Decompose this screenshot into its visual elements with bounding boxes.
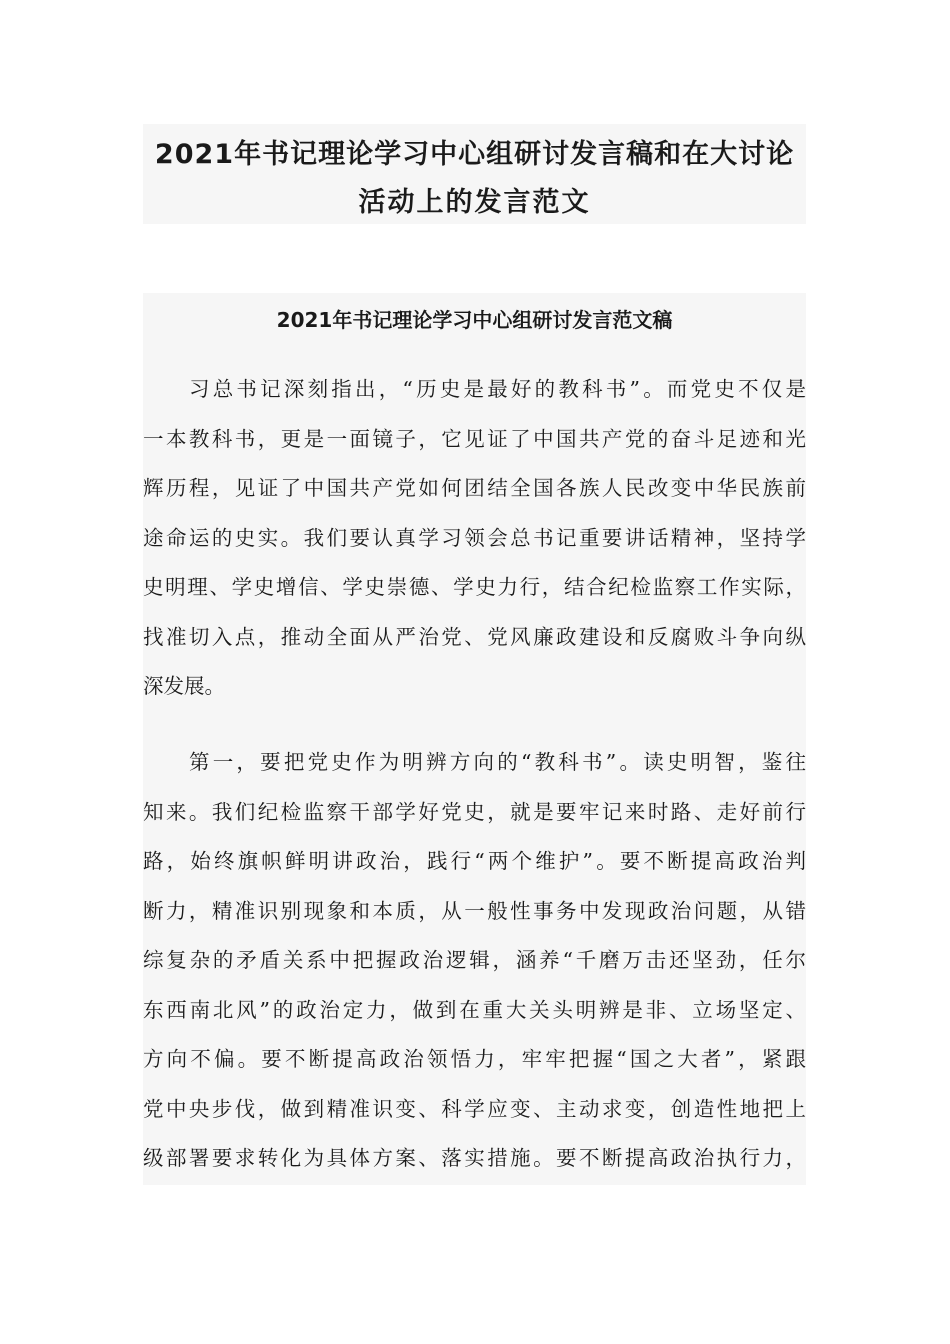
document-title [143, 124, 806, 224]
title-line-1: 2021年书记理论学习中心组研讨发言稿和在大讨论 [154, 139, 795, 170]
paragraph-line: 辉历程，见证了中国共产党如何团结全国各族人民改变中华民族前 [143, 476, 806, 500]
paragraph-2 [143, 738, 806, 1184]
paragraph-line: 综复杂的矛盾关系中把握政治逻辑，涵养“千磨万击还坚劲，任尔 [143, 948, 806, 972]
section-title: 2021年书记理论学习中心组研讨发言范文稿 [276, 308, 673, 332]
paragraph-line: 断力，精准识别现象和本质，从一般性事务中发现政治问题，从错 [143, 898, 806, 923]
paragraph-line: 途命运的史实。我们要认真学习领会总书记重要讲话精神，坚持学 [143, 525, 806, 550]
paragraph-line: 找准切入点，推动全面从严治党、党风廉政建设和反腐败斗争向纵 [143, 624, 806, 649]
document-body [143, 293, 806, 1185]
paragraph-line: 深发展。 [143, 674, 225, 698]
paragraph-line: 第一，要把党史作为明辨方向的“教科书”。读史明智，鉴往 [189, 750, 806, 774]
title-line-2: 活动上的发言范文 [358, 187, 591, 218]
paragraph-line: 路，始终旗帜鲜明讲政治，践行“两个维护”。要不断提高政治判 [143, 849, 806, 873]
paragraph-line: 一本教科书，更是一面镜子，它见证了中国共产党的奋斗足迹和光 [143, 426, 806, 451]
paragraph-line: 级部署要求转化为具体方案、落实措施。要不断提高政治执行力， [143, 1146, 806, 1170]
paragraph-line: 东西南北风”的政治定力，做到在重大关头明辨是非、立场坚定、 [143, 997, 806, 1022]
paragraph-line: 史明理、学史增信、学史崇德、学史力行，结合纪检监察工作实际， [143, 575, 806, 599]
paragraph-line: 方向不偏。要不断提高政治领悟力，牢牢把握“国之大者”，紧跟 [143, 1047, 806, 1071]
paragraph-1 [143, 365, 806, 712]
paragraph-line: 知来。我们纪检监察干部学好党史，就是要牢记来时路、走好前行 [143, 799, 806, 824]
paragraph-line: 党中央步伐，做到精准识变、科学应变、主动求变，创造性地把上 [143, 1096, 806, 1121]
paragraph-line: 习总书记深刻指出，“历史是最好的教科书”。而党史不仅是 [189, 377, 806, 401]
